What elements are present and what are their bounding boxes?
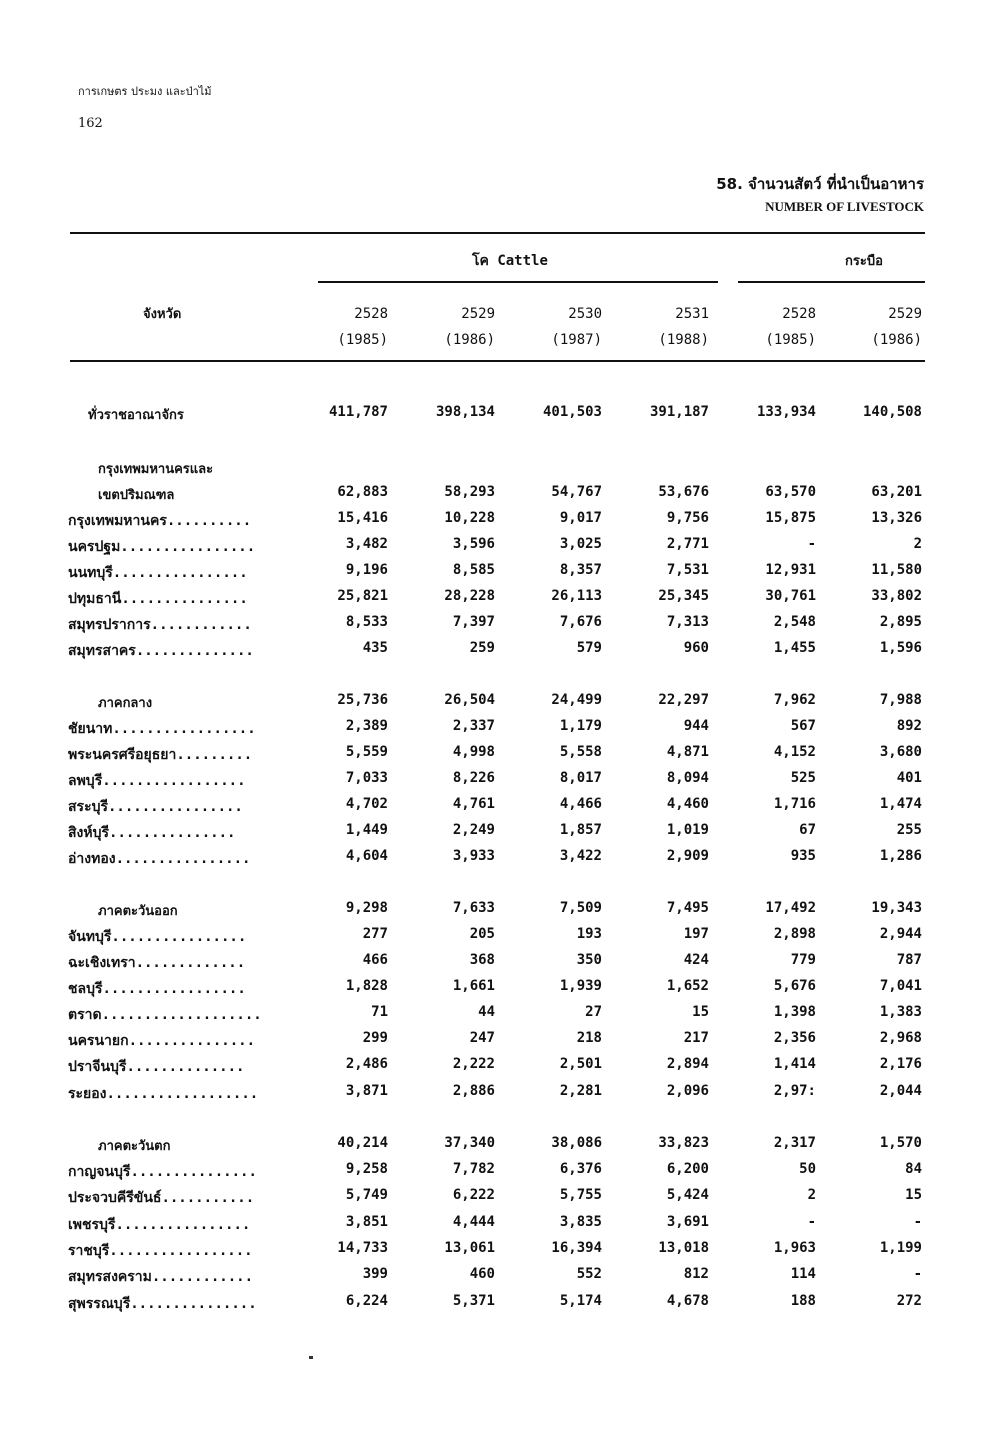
value-cell: 9,196 — [345, 562, 388, 578]
province-label: กรุงเทพมหานคร.......... — [68, 513, 252, 529]
table-row — [0, 510, 990, 536]
value-cell: 1,828 — [345, 978, 388, 994]
value-cell: - — [807, 536, 816, 552]
value-cell: 71 — [371, 1004, 388, 1020]
year-ce: (1985) — [337, 332, 388, 348]
value-cell: 15 — [905, 1187, 922, 1203]
region-row — [0, 458, 990, 484]
value-cell: 1,414 — [773, 1056, 816, 1072]
value-cell: 424 — [683, 952, 709, 968]
value-cell: 7,531 — [666, 562, 709, 578]
value-cell: 38,086 — [551, 1135, 602, 1151]
table-row — [0, 1187, 990, 1213]
value-cell: 3,680 — [879, 744, 922, 760]
value-cell: 10,228 — [444, 510, 495, 526]
province-label: จันทบุรี................ — [68, 929, 247, 945]
value-cell: 2,389 — [345, 718, 388, 734]
value-cell: 3,871 — [345, 1083, 388, 1099]
province-label: ภาคตะวันตก — [98, 1139, 171, 1154]
province-label: ตราด................... — [68, 1007, 262, 1023]
value-cell: 6,200 — [666, 1161, 709, 1177]
province-label: สมุทรสงคราม............ — [68, 1269, 254, 1285]
table-row — [0, 1004, 990, 1030]
value-cell: 7,397 — [452, 614, 495, 630]
value-cell: 193 — [576, 926, 602, 942]
year-ce: (1988) — [658, 332, 709, 348]
value-cell: 435 — [362, 640, 388, 656]
year-be: 2529 — [888, 306, 922, 322]
value-cell: 26,113 — [551, 588, 602, 604]
value-cell: - — [913, 1214, 922, 1230]
value-cell: 1,455 — [773, 640, 816, 656]
value-cell: 4,460 — [666, 796, 709, 812]
table-row — [0, 1266, 990, 1292]
year-ce: (1986) — [444, 332, 495, 348]
value-cell: 4,466 — [559, 796, 602, 812]
value-cell: 26,504 — [444, 692, 495, 708]
value-cell: 8,533 — [345, 614, 388, 630]
value-cell: 8,226 — [452, 770, 495, 786]
value-cell: 7,988 — [879, 692, 922, 708]
year-ce: (1985) — [765, 332, 816, 348]
value-cell: 1,398 — [773, 1004, 816, 1020]
value-cell: 2,97: — [773, 1083, 816, 1099]
value-cell: 13,326 — [871, 510, 922, 526]
value-cell: 2,771 — [666, 536, 709, 552]
table-title-thai: 58. จำนวนสัตว์ ที่นำเป็นอาหาร — [716, 175, 924, 193]
province-label: นครนายก............... — [68, 1033, 255, 1049]
value-cell: 7,041 — [879, 978, 922, 994]
value-cell: 2,317 — [773, 1135, 816, 1151]
year-be: 2529 — [461, 306, 495, 322]
value-cell: 4,604 — [345, 848, 388, 864]
value-cell: 4,678 — [666, 1293, 709, 1309]
value-cell: 17,492 — [765, 900, 816, 916]
value-cell: 255 — [896, 822, 922, 838]
value-cell: 13,061 — [444, 1240, 495, 1256]
page-number: 162 — [78, 116, 103, 131]
value-cell: 812 — [683, 1266, 709, 1282]
province-label: สิงห์บุรี............... — [68, 825, 236, 841]
value-cell: 399 — [362, 1266, 388, 1282]
year-be: 2530 — [568, 306, 602, 322]
value-cell: 25,821 — [337, 588, 388, 604]
value-cell: 3,422 — [559, 848, 602, 864]
table-row — [0, 1240, 990, 1266]
province-label: นนทบุรี................ — [68, 565, 248, 581]
value-cell: 133,934 — [756, 404, 816, 420]
table-row — [0, 1293, 990, 1319]
value-cell: 787 — [896, 952, 922, 968]
value-cell: 3,933 — [452, 848, 495, 864]
province-label: เพชรบุรี................ — [68, 1217, 251, 1233]
table-row — [0, 926, 990, 952]
value-cell: 2,337 — [452, 718, 495, 734]
value-cell: 30,761 — [765, 588, 816, 604]
value-cell: 1,019 — [666, 822, 709, 838]
value-cell: 2,356 — [773, 1030, 816, 1046]
table-row — [0, 952, 990, 978]
value-cell: 7,033 — [345, 770, 388, 786]
value-cell: 2,176 — [879, 1056, 922, 1072]
table-row — [0, 744, 990, 770]
value-cell: 3,025 — [559, 536, 602, 552]
province-label: พระนครศรีอยุธยา......... — [68, 747, 253, 763]
value-cell: 37,340 — [444, 1135, 495, 1151]
province-label: ชลบุรี................. — [68, 981, 246, 997]
province-label: กาญจนบุรี............... — [68, 1164, 257, 1180]
value-cell: 67 — [799, 822, 816, 838]
table-row — [0, 536, 990, 562]
province-label: ภาคตะวันออก — [98, 904, 178, 919]
value-cell: - — [807, 1214, 816, 1230]
value-cell: 5,676 — [773, 978, 816, 994]
value-cell: 2,486 — [345, 1056, 388, 1072]
value-cell: 8,357 — [559, 562, 602, 578]
value-cell: 15,416 — [337, 510, 388, 526]
value-cell: 2,944 — [879, 926, 922, 942]
value-cell: 1,939 — [559, 978, 602, 994]
value-cell: 4,702 — [345, 796, 388, 812]
value-cell: 7,962 — [773, 692, 816, 708]
value-cell: 4,152 — [773, 744, 816, 760]
year-be: 2528 — [782, 306, 816, 322]
value-cell: 2,894 — [666, 1056, 709, 1072]
year-ce: (1986) — [871, 332, 922, 348]
province-label: อ่างทอง................ — [68, 851, 251, 867]
table-row — [0, 614, 990, 640]
province-label: ปราจีนบุรี.............. — [68, 1059, 245, 1075]
value-cell: 54,767 — [551, 484, 602, 500]
value-cell: 2 — [913, 536, 922, 552]
value-cell: 1,661 — [452, 978, 495, 994]
value-cell: 3,482 — [345, 536, 388, 552]
table-title-english: NUMBER OF LIVESTOCK — [765, 199, 924, 214]
table-row — [0, 718, 990, 744]
value-cell: 299 — [362, 1030, 388, 1046]
table-row — [0, 822, 990, 848]
value-cell: 1,449 — [345, 822, 388, 838]
value-cell: 525 — [790, 770, 816, 786]
value-cell: 22,297 — [658, 692, 709, 708]
value-cell: 466 — [362, 952, 388, 968]
cattle-group-header: โค Cattle — [472, 253, 548, 269]
value-cell: 3,835 — [559, 1214, 602, 1230]
table-row — [0, 1161, 990, 1187]
value-cell: - — [913, 1266, 922, 1282]
value-cell: 217 — [683, 1030, 709, 1046]
value-cell: 58,293 — [444, 484, 495, 500]
value-cell: 247 — [469, 1030, 495, 1046]
province-label: สมุทรสาคร.............. — [68, 643, 254, 659]
value-cell: 411,787 — [328, 404, 388, 420]
value-cell: 7,495 — [666, 900, 709, 916]
value-cell: 2,501 — [559, 1056, 602, 1072]
running-title: การเกษตร ประมง และป่าไม้ — [78, 85, 212, 98]
table-row — [0, 770, 990, 796]
value-cell: 4,998 — [452, 744, 495, 760]
value-cell: 84 — [905, 1161, 922, 1177]
value-cell: 2,222 — [452, 1056, 495, 1072]
value-cell: 4,444 — [452, 1214, 495, 1230]
province-label: นครปฐม................ — [68, 539, 256, 555]
province-label: สระบุรี................ — [68, 799, 243, 815]
province-label: ฉะเชิงเทรา............. — [68, 955, 246, 971]
value-cell: 368 — [469, 952, 495, 968]
value-cell: 4,871 — [666, 744, 709, 760]
province-label: สุพรรณบุรี............... — [68, 1296, 257, 1312]
value-cell: 1,570 — [879, 1135, 922, 1151]
region-row — [0, 484, 990, 510]
value-cell: 567 — [790, 718, 816, 734]
value-cell: 25,345 — [658, 588, 709, 604]
province-label: ประจวบคีรีขันธ์........... — [68, 1190, 255, 1206]
value-cell: 7,676 — [559, 614, 602, 630]
value-cell: 350 — [576, 952, 602, 968]
year-be: 2531 — [675, 306, 709, 322]
region-row — [0, 692, 990, 718]
value-cell: 63,570 — [765, 484, 816, 500]
value-cell: 33,823 — [658, 1135, 709, 1151]
province-label: ทั่วราชอาณาจักร — [88, 408, 184, 423]
value-cell: 1,963 — [773, 1240, 816, 1256]
value-cell: 460 — [469, 1266, 495, 1282]
value-cell: 2,898 — [773, 926, 816, 942]
stray-mark — [309, 1356, 313, 1359]
value-cell: 9,756 — [666, 510, 709, 526]
value-cell: 1,857 — [559, 822, 602, 838]
value-cell: 7,313 — [666, 614, 709, 630]
value-cell: 5,749 — [345, 1187, 388, 1203]
value-cell: 19,343 — [871, 900, 922, 916]
value-cell: 9,017 — [559, 510, 602, 526]
value-cell: 2 — [807, 1187, 816, 1203]
value-cell: 40,214 — [337, 1135, 388, 1151]
value-cell: 5,424 — [666, 1187, 709, 1203]
value-cell: 1,199 — [879, 1240, 922, 1256]
province-label: กรุงเทพมหานครและ — [98, 462, 214, 477]
value-cell: 205 — [469, 926, 495, 942]
value-cell: 7,782 — [452, 1161, 495, 1177]
buffalo-group-header: กระบือ — [845, 254, 883, 269]
value-cell: 935 — [790, 848, 816, 864]
value-cell: 13,018 — [658, 1240, 709, 1256]
value-cell: 5,558 — [559, 744, 602, 760]
value-cell: 6,376 — [559, 1161, 602, 1177]
value-cell: 1,716 — [773, 796, 816, 812]
table-row — [0, 562, 990, 588]
value-cell: 27 — [585, 1004, 602, 1020]
value-cell: 3,691 — [666, 1214, 709, 1230]
value-cell: 259 — [469, 640, 495, 656]
value-cell: 2,096 — [666, 1083, 709, 1099]
value-cell: 140,508 — [862, 404, 922, 420]
value-cell: 2,548 — [773, 614, 816, 630]
value-cell: 5,174 — [559, 1293, 602, 1309]
value-cell: 53,676 — [658, 484, 709, 500]
value-cell: 9,258 — [345, 1161, 388, 1177]
value-cell: 24,499 — [551, 692, 602, 708]
table-row — [0, 640, 990, 666]
value-cell: 7,633 — [452, 900, 495, 916]
table-row — [0, 1030, 990, 1056]
value-cell: 12,931 — [765, 562, 816, 578]
value-cell: 2,886 — [452, 1083, 495, 1099]
table-row — [0, 796, 990, 822]
value-cell: 62,883 — [337, 484, 388, 500]
value-cell: 779 — [790, 952, 816, 968]
value-cell: 1,652 — [666, 978, 709, 994]
province-label: ราชบุรี................. — [68, 1243, 253, 1259]
province-label: ชัยนาท................. — [68, 721, 256, 737]
value-cell: 944 — [683, 718, 709, 734]
value-cell: 28,228 — [444, 588, 495, 604]
value-cell: 2,044 — [879, 1083, 922, 1099]
value-cell: 9,298 — [345, 900, 388, 916]
table-row — [0, 1214, 990, 1240]
value-cell: 14,733 — [337, 1240, 388, 1256]
value-cell: 33,802 — [871, 588, 922, 604]
value-cell: 3,596 — [452, 536, 495, 552]
value-cell: 197 — [683, 926, 709, 942]
year-ce: (1987) — [551, 332, 602, 348]
value-cell: 391,187 — [649, 404, 709, 420]
value-cell: 1,596 — [879, 640, 922, 656]
value-cell: 6,222 — [452, 1187, 495, 1203]
table-row — [0, 588, 990, 614]
value-cell: 16,394 — [551, 1240, 602, 1256]
value-cell: 11,580 — [871, 562, 922, 578]
province-label: เขตปริมณฑล — [98, 488, 175, 503]
value-cell: 1,474 — [879, 796, 922, 812]
table-row — [0, 848, 990, 874]
table-row — [0, 1056, 990, 1082]
table-row — [0, 978, 990, 1004]
value-cell: 188 — [790, 1293, 816, 1309]
value-cell: 4,761 — [452, 796, 495, 812]
value-cell: 44 — [478, 1004, 495, 1020]
value-cell: 5,559 — [345, 744, 388, 760]
province-label: ระยอง.................. — [68, 1086, 259, 1102]
value-cell: 552 — [576, 1266, 602, 1282]
value-cell: 2,968 — [879, 1030, 922, 1046]
province-label: ปทุมธานี............... — [68, 591, 248, 607]
value-cell: 5,371 — [452, 1293, 495, 1309]
value-cell: 1,286 — [879, 848, 922, 864]
year-be: 2528 — [354, 306, 388, 322]
table-row — [0, 1083, 990, 1109]
value-cell: 8,094 — [666, 770, 709, 786]
value-cell: 1,179 — [559, 718, 602, 734]
value-cell: 272 — [896, 1293, 922, 1309]
value-cell: 8,017 — [559, 770, 602, 786]
value-cell: 277 — [362, 926, 388, 942]
value-cell: 7,509 — [559, 900, 602, 916]
value-cell: 25,736 — [337, 692, 388, 708]
value-cell: 892 — [896, 718, 922, 734]
province-label: ภาคกลาง — [98, 696, 153, 711]
total-row — [0, 404, 990, 430]
value-cell: 398,134 — [435, 404, 495, 420]
value-cell: 960 — [683, 640, 709, 656]
value-cell: 8,585 — [452, 562, 495, 578]
value-cell: 2,281 — [559, 1083, 602, 1099]
province-column-header: จังหวัด — [143, 307, 182, 322]
region-row — [0, 900, 990, 926]
value-cell: 3,851 — [345, 1214, 388, 1230]
value-cell: 2,249 — [452, 822, 495, 838]
region-row — [0, 1135, 990, 1161]
value-cell: 114 — [790, 1266, 816, 1282]
value-cell: 5,755 — [559, 1187, 602, 1203]
value-cell: 579 — [576, 640, 602, 656]
value-cell: 50 — [799, 1161, 816, 1177]
value-cell: 401,503 — [542, 404, 602, 420]
province-label: ลพบุรี................. — [68, 773, 246, 789]
value-cell: 2,909 — [666, 848, 709, 864]
value-cell: 15 — [692, 1004, 709, 1020]
value-cell: 15,875 — [765, 510, 816, 526]
province-label: สมุทรปราการ............ — [68, 617, 252, 633]
value-cell: 2,895 — [879, 614, 922, 630]
value-cell: 1,383 — [879, 1004, 922, 1020]
value-cell: 401 — [896, 770, 922, 786]
value-cell: 63,201 — [871, 484, 922, 500]
value-cell: 218 — [576, 1030, 602, 1046]
value-cell: 6,224 — [345, 1293, 388, 1309]
